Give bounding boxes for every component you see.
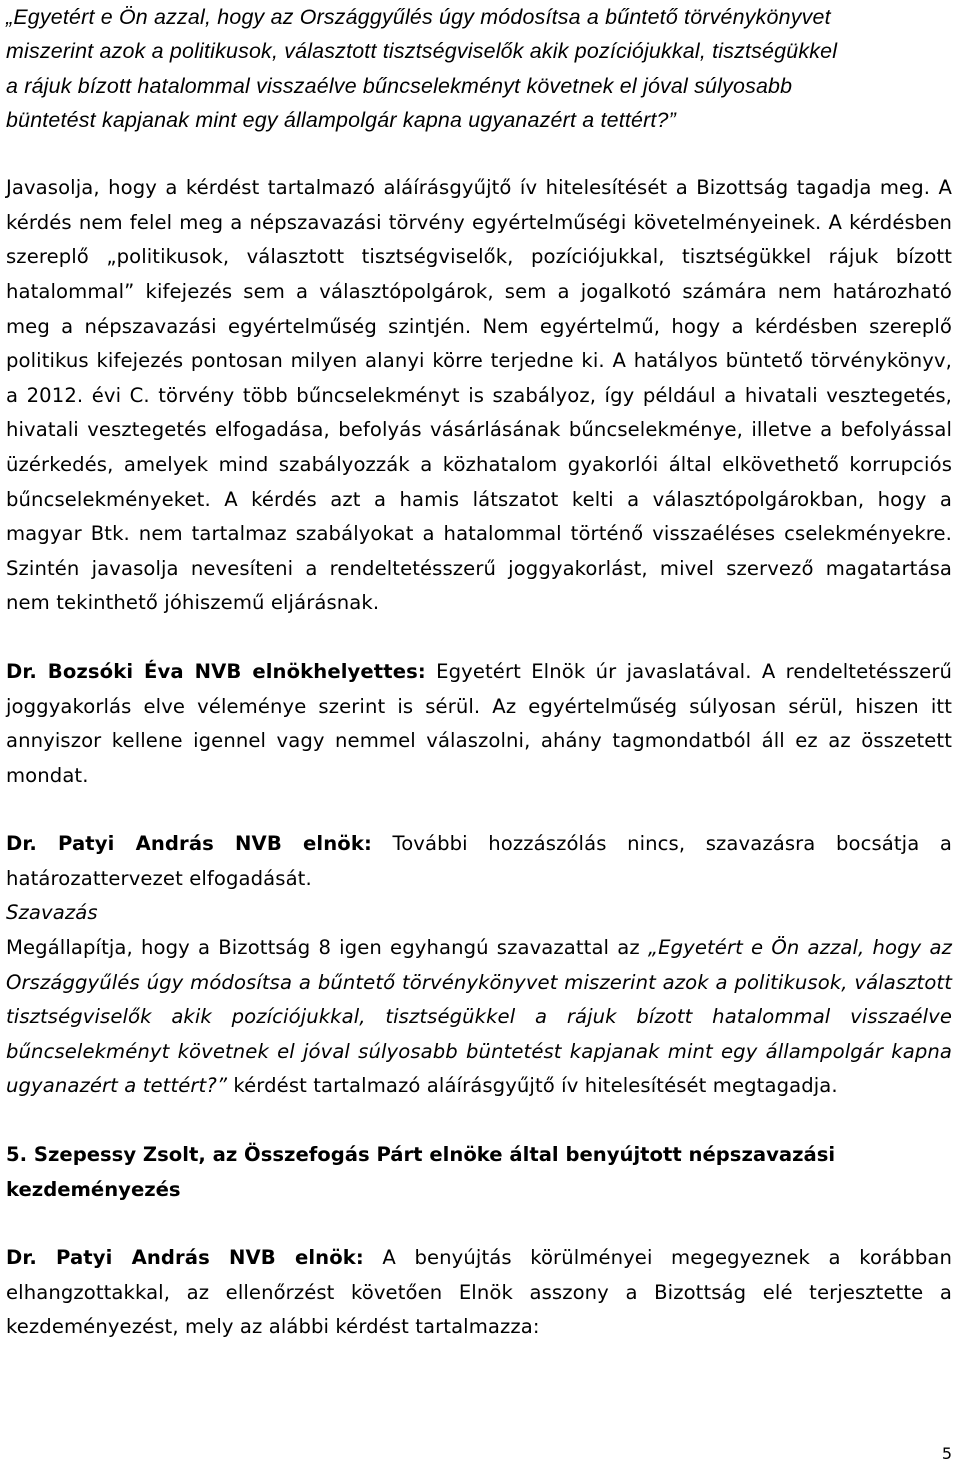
spacer xyxy=(6,137,952,171)
spacer xyxy=(6,793,952,827)
patyi-paragraph-1 xyxy=(6,827,952,896)
patyi-paragraph-2 xyxy=(6,1241,952,1345)
question-line: miszerint azok a politikusok, választott tisztségviselők akik pozíciójukkal, tisztségükkel xyxy=(6,39,838,64)
speech-text: Egyetért Elnök úr javaslatával. A rendeltetésszerű joggyakorlás elve véleménye szerint is sérül. Az egyértelműség súlyosan sérül, hiszen itt annyiszor kellene igennel vagy nemmel válaszolni, ahány tagmondatból áll ez az összetett mondat. xyxy=(6,659,953,787)
speech-text: További hozzászólás nincs, szavazásra bocsátja a határozattervezet elfogadását. xyxy=(6,832,952,890)
spacer xyxy=(6,621,952,655)
speaker-name: Dr. Patyi András NVB elnök: xyxy=(6,832,372,856)
result-paragraph xyxy=(6,931,952,1104)
result-prefix: Megállapítja, hogy a Bizottság 8 igen egyhangú szavazattal az xyxy=(6,936,648,960)
question-quote xyxy=(6,0,952,137)
vote-label: Szavazás xyxy=(6,901,98,925)
question-line: a rájuk bízott hatalommal visszaélve bűncselekményt követnek el jóval súlyosabb xyxy=(6,73,793,98)
speaker-name: Dr. Bozsóki Éva NVB elnökhelyettes: xyxy=(6,659,426,683)
document-page xyxy=(6,0,952,1345)
proposal-paragraph: Javasolja, hogy a kérdést tartalmazó aláírásgyűjtő ív hitelesítését a Bizottság tagadja meg. A kérdés nem felel meg a népszavazási törvény egyértelműségi követelményeinek. A kérdésben szereplő „politikusok, választott tisztségviselők, pozíciójukkal, tisztségükkel rájuk bízott hatalommal” kifejezés sem a választópolgárok, sem a jogalkotó számára nem határozható meg a népszavazási egyértelműség szintjén. Nem egyértelmű, hogy a kérdésben szereplő politikus kifejezés pontosan milyen alanyi körre terjedne ki. A hatályos büntető törvénykönyv, a 2012. évi C. törvény több bűncselekményt is szabályoz, így például a hivatali vesztegetés, hivatali vesztegetés elfogadása, befolyás vásárlásának bűncselekménye, illetve a befolyással üzérkedés, amelyek mind szabályozzák a közhatalom gyakorlói által elkövethető korrupciós bűncselekményeket. A kérdés azt a hamis látszatot kelti a választópolgárokban, hogy a magyar Btk. nem tartalmaz szabályokat a hatalommal történő visszaéléses cselekményekre. Szintén javasolja nevesíteni a rendeltetésszerű joggyakorlást, mivel szervező magatartása nem tekinthető jóhiszemű eljárásnak. xyxy=(6,176,952,615)
speaker-name: Dr. Patyi András NVB elnök: xyxy=(6,1246,364,1270)
page-number: 5 xyxy=(941,1444,952,1463)
result-quote: „Egyetért e Ön azzal, hogy az Országgyűlés úgy módosítsa a bűntető törvénykönyvet miszerint azok a politikusok, választott tisztségviselők akik pozíciójukkal, tisztségükkel a rájuk bízott hatalommal visszaélve bűncselekményt követnek el jóval súlyosabb büntetést kapjanak mint egy állampolgár kapna ugyanazért a tettért?” xyxy=(6,936,952,1098)
bozsoki-paragraph xyxy=(6,655,952,793)
question-line: büntetést kapjanak mint egy állampolgár kapna ugyanazért a tettért?” xyxy=(6,107,676,132)
spacer xyxy=(6,1207,952,1241)
section-heading: 5. Szepessy Zsolt, az Összefogás Párt elnöke által benyújtott népszavazási kezdeményezés xyxy=(6,1143,836,1201)
spacer xyxy=(6,1104,952,1138)
speech-text: A benyújtás körülményei megegyeznek a korábban elhangzottakkal, az ellenőrzést követően Elnök asszony a Bizottság elé terjesztette a kezdeményezést, mely az alábbi kérdést tartalmazza: xyxy=(6,1246,953,1339)
result-suffix: kérdést tartalmazó aláírásgyűjtő ív hitelesítését megtagadja. xyxy=(227,1074,838,1098)
question-line: „Egyetért e Ön azzal, hogy az Országgyűlés úgy módosítsa a bűntető törvénykönyvet xyxy=(6,5,831,29)
